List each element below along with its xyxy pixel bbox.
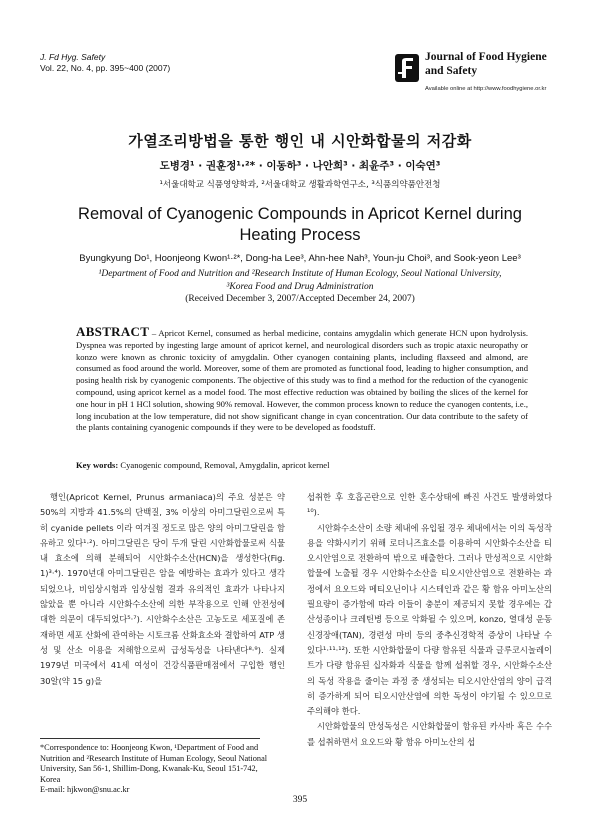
correspondence-text: *Correspondence to: Hoonjeong Kwon, ¹Department of Food and Nutrition and ²Research Institute of Human Ecology, Seoul National University, San 56-1, Shillim-Dong, Kwanak-Ku, Seoul 151-742, Korea — [40, 743, 268, 784]
keywords-label: Key words: — [76, 460, 119, 470]
body-left-column: 행인(Apricot Kernel, Prunus armaniaca)의 주요 성분은 약 50%의 지방과 41.5%의 단백질, 3% 이상의 아미그달린으로써 특히 cyanide pellets 이라 여겨질 정도로 많은 양의 아미그달린을 함유하고 있다¹·²). 아미그달린은 당이 두개 달린 시안화합물로써 식물 내 효소에 의해 분해되어 시안화수소산(HCN)을 생성한다(Fig. 1)³·⁴). 1970년대 아미그달린은 암을 예방하는 효과가 있다고 생각되었으나, 비임상시험과 임상실험 결과 유의적인 효과가 나타나지 않았을 뿐 아니라 시안화수소산에 의한 부작용으로 인해 안전성에 대한 의문이 대두되었다⁵·⁷). 시안화수소산은 고농도로 세포질에 존재하면 세포 산화에 관여하는 시토크롬 산화효소와 결합하여 ATP 생성 및 산소 이용을 저해함으로써 급성독성을 나타낸다⁸·⁹). 실제 1979년 미국에서 41세 여성이 건강식품판매점에서 구입한 행인 30알(약 15 g)을 — [40, 492, 285, 686]
body-right-column — [307, 490, 552, 750]
english-title-line1: Removal of Cyanogenic Compounds in Apricot Kernel during — [78, 205, 522, 223]
korean-title: 가열조리방법을 통한 행인 내 시안화합물의 저감화 — [128, 132, 472, 150]
english-affiliation-line2: ³Korea Food and Drug Administration — [226, 282, 374, 292]
english-title — [50, 204, 550, 246]
abstract — [76, 326, 528, 434]
keywords-text: Cyanogenic compound, Removal, Amygdalin, apricot kernel — [118, 460, 330, 470]
journal-abbrev: J. Fd Hyg. Safety — [40, 52, 106, 62]
english-title-line2: Heating Process — [239, 226, 361, 244]
received-dates: (Received December 3, 2007/Accepted December 24, 2007) — [185, 294, 415, 304]
logo-url: Available online at http://www.foodhygiene.or.kr — [425, 86, 547, 92]
correspondence-footnote — [40, 743, 280, 796]
korean-affiliation: ¹서울대학교 식품영양학과, ²서울대학교 생활과학연구소, ³식품의약품안전청 — [159, 180, 441, 190]
logo-title-line1: Journal of Food Hygiene — [425, 51, 547, 63]
abstract-label: ABSTRACT — [76, 324, 150, 339]
english-affiliation — [40, 268, 560, 294]
body-right-paragraph-2: 시안화수소산이 소량 체내에 유입될 경우 체내에서는 이의 독성작용을 약화시키기 위해 로더니즈효소를 이용하여 시안화수소산을 티오시안염으로 전환하여 밖으로 배출한다. 그러나 만성적으로 시안화합물에 노출될 경우 시안화수소산을 티오시안산염으로 전환하는 과정에서 요오드와 메티오닌이나 시스테인과 같은 황 함유 아미노산의 필요량이 증가함에 따라 이들이 충분이 제공되지 못할 경우에는 갑산성종이나 크레틴병 등으로 악화될 수 있으며, konzo, 열대성 운동신경장애(TAN), 경련성 마비 등의 중추신경학적 증상이 나타날 수 있다¹·¹¹·¹²). 또한 시안화합물이 다량 함유된 식물과 글루코시놀레이트가 다량 함유된 십자화과 식물을 함께 섭취할 경우, 시안화수소산의 독성 작용을 줄이는 과정 중 생성되는 티오시안산염의 양이 급격히 증가하게 되어 티오시안산염에 의한 독성이 야기될 수 있으므로 주의해야 한다. — [307, 522, 552, 717]
body-right-paragraph-1: 섭취한 후 호흡곤란으로 인한 혼수상태에 빠진 사건도 발생하였다¹⁰). — [307, 492, 552, 518]
english-affiliation-line1: ¹Department of Food and Nutrition and ²Research Institute of Human Ecology, Seoul National University, — [98, 269, 502, 279]
korean-authors: 도병경¹ · 권훈정¹·²* · 이동하³ · 나안희³ · 최윤주³ · 이숙연³ — [159, 160, 441, 172]
english-authors: Byungkyung Do¹, Hoonjeong Kwon¹·²*, Dong-ha Lee³, Ahn-hee Nah³, Youn-ju Choi³, and Sook-yeon Lee³ — [79, 253, 521, 264]
footnote-divider — [40, 738, 260, 739]
body-right-paragraph-3: 시안화합물의 만성독성은 시안화합물이 함유된 카사바 혹은 수수를 섭취하면서 요오드와 황 함유 아미노산의 섭 — [307, 721, 552, 747]
page-number: 395 — [292, 795, 308, 805]
logo-title-line2: and Safety — [425, 65, 478, 77]
abstract-text: – Apricot Kernel, consumed as herbal medicine, contains amygdalin which generate HCN upon hydrolysis. Dyspnea was reported by ingesting large amount of apricot kernel, and neurological disorders such as tropic ataxic neuropathy or konzo were known as chronic toxicity of amygdalin. Other cyanogen containing plants, including flaxseed and almond, are consumed as food around the world. Moreover, some of them are promoted as functional food, leading to higher consumption, and posing health risk by cyanogenic components. The objective of this study was to find a method for the reduction of the cyanogenic compound, using apricot kernel as a model food. The most effective reduction was obtained by boiling the slices of the kernel for one hour in pH 1 HCl solution, showing 90% removal. However, the common process known to reduce the cyanogen contents, i.e., long incubation at the low temperature, did not show significant change in cyan concentration. Our data contribute to the safety of the plants containing cyanogenic compounds if they were to be developed as foodstuff. — [76, 328, 528, 433]
journal-logo-icon — [393, 52, 421, 84]
journal-logo — [393, 46, 563, 104]
logo-title — [425, 50, 547, 78]
volume-line: Vol. 22, No. 4, pp. 395~400 (2007) — [40, 63, 171, 73]
correspondence-email: E-mail: hjkwon@snu.ac.kr — [40, 785, 130, 795]
keywords — [76, 460, 528, 470]
journal-header — [40, 52, 170, 74]
